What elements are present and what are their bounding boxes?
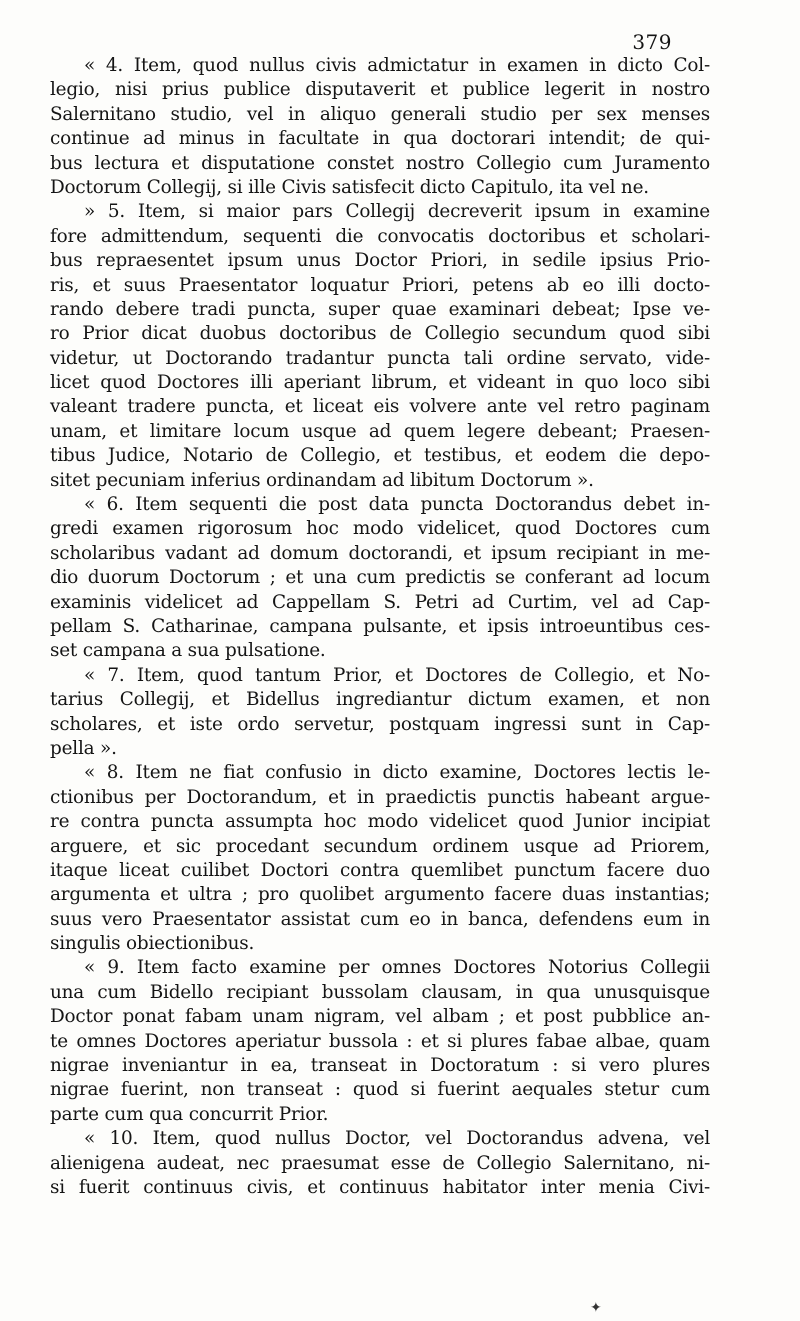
text-line: alienigena audeat, nec praesumat esse de Collegio Salernitano, ni- xyxy=(50,1152,710,1174)
text-line: legio, nisi prius publice disputaverit et publice legerit in nostro xyxy=(50,79,710,101)
text-line: Salernitano studio, vel in aliquo generali studio per sex menses xyxy=(50,103,710,125)
text-line: « 4. Item, quod nullus civis admictatur in examen in dicto Col- xyxy=(84,55,710,76)
text-line: nigrae fuerint, non transeat : quod si fuerint aequales stetur cum xyxy=(50,1079,710,1101)
text-line: « 8. Item ne fiat confusio in dicto examine, Doctores lectis le- xyxy=(84,762,710,784)
text-line: ris, et suus Praesentator loquatur Priori, petens ab eo illi docto- xyxy=(50,274,710,296)
text-line: singulis obiectionibus. xyxy=(50,933,255,955)
ink-mark-icon: ✦ xyxy=(590,1300,602,1316)
text-line: parte cum qua concurrit Prior. xyxy=(50,1103,329,1125)
page-number: 379 xyxy=(632,30,672,54)
text-line: set campana a sua pulsatione. xyxy=(50,640,326,662)
text-line: scholaribus vadant ad domum doctorandi, et ipsum recipiant in me- xyxy=(50,542,710,564)
text-line: tibus Judice, Notario de Collegio, et testibus, et eodem die depo- xyxy=(50,445,710,467)
text-line: si fuerit continuus civis, et continuus habitator inter menia Civi- xyxy=(50,1176,710,1198)
text-line: fore admittendum, sequenti die convocatis doctoribus et scholari- xyxy=(50,225,710,247)
text-line: te omnes Doctores aperiatur bussola : et si plures fabae albae, quam xyxy=(50,1030,710,1052)
text-line: dio duorum Doctorum ; et una cum predictis se conferant ad locum xyxy=(50,567,710,589)
text-line: licet quod Doctores illi aperiant librum, et videant in quo loco sibi xyxy=(50,372,710,394)
text-line: valeant tradere puncta, et liceat eis volvere ante vel retro paginam xyxy=(50,396,710,418)
text-line: pella ». xyxy=(50,737,117,759)
text-line: nigrae inveniantur in ea, transeat in Doctoratum : si vero plures xyxy=(50,1055,710,1077)
text-line: « 9. Item facto examine per omnes Doctores Notorius Collegii xyxy=(84,957,710,979)
text-line: continue ad minus in facultate in qua doctorari intendit; de qui- xyxy=(50,128,710,150)
text-line: » 5. Item, si maior pars Collegij decreverit ipsum in examine xyxy=(84,201,710,223)
text-line: suus vero Praesentator assistat cum eo in banca, defendens eum in xyxy=(50,908,710,930)
text-line: sitet pecuniam inferius ordinandam ad libitum Doctorum ». xyxy=(50,469,594,491)
text-line: pellam S. Catharinae, campana pulsante, et ipsis introeuntibus ces- xyxy=(50,615,710,637)
text-line: scholares, et iste ordo servetur, postquam ingressi sunt in Cap- xyxy=(50,713,710,735)
text-line: arguere, et sic procedant secundum ordinem usque ad Priorem, xyxy=(50,835,710,857)
text-line: « 6. Item sequenti die post data puncta Doctorandus debet in- xyxy=(84,494,710,516)
text-line: argumenta et ultra ; pro quolibet argumento facere duas instantias; xyxy=(50,884,710,906)
text-line: videtur, ut Doctorando tradantur puncta tali ordine servato, vide- xyxy=(50,347,710,369)
text-line: unam, et limitare locum usque ad quem legere debeant; Praesen- xyxy=(50,420,710,442)
text-line: bus lectura et disputatione constet nostro Collegio cum Juramento xyxy=(50,152,710,174)
body-text xyxy=(50,54,710,1200)
text-line: re contra puncta assumpta hoc modo videlicet quod Junior incipiat xyxy=(50,811,710,833)
text-line: Doctor ponat fabam unam nigram, vel albam ; et post pubblice an- xyxy=(50,1006,710,1028)
text-line: Doctorum Collegij, si ille Civis satisfecit dicto Capitulo, ita vel ne. xyxy=(50,176,649,198)
text-line: itaque liceat cuilibet Doctori contra quemlibet punctum facere duo xyxy=(50,859,710,881)
text-line: bus repraesentet ipsum unus Doctor Priori, in sedile ipsius Prio- xyxy=(50,250,710,272)
text-line: « 10. Item, quod nullus Doctor, vel Doctorandus advena, vel xyxy=(84,1128,710,1150)
text-line: gredi examen rigorosum hoc modo videlicet, quod Doctores cum xyxy=(50,518,710,540)
text-line: examinis videlicet ad Cappellam S. Petri ad Curtim, vel ad Cap- xyxy=(50,591,710,613)
text-line: rando debere tradi puncta, super quae examinari debeat; Ipse ve- xyxy=(50,298,710,320)
text-line: una cum Bidello recipiant bussolam clausam, in qua unusquisque xyxy=(50,981,710,1003)
text-line: ctionibus per Doctorandum, et in praedictis punctis habeant argue- xyxy=(50,786,710,808)
text-line: « 7. Item, quod tantum Prior, et Doctores de Collegio, et No- xyxy=(84,664,710,686)
text-line: ro Prior dicat duobus doctoribus de Collegio secundum quod sibi xyxy=(50,323,710,345)
text-line: tarius Collegij, et Bidellus ingrediantur dictum examen, et non xyxy=(50,689,710,711)
